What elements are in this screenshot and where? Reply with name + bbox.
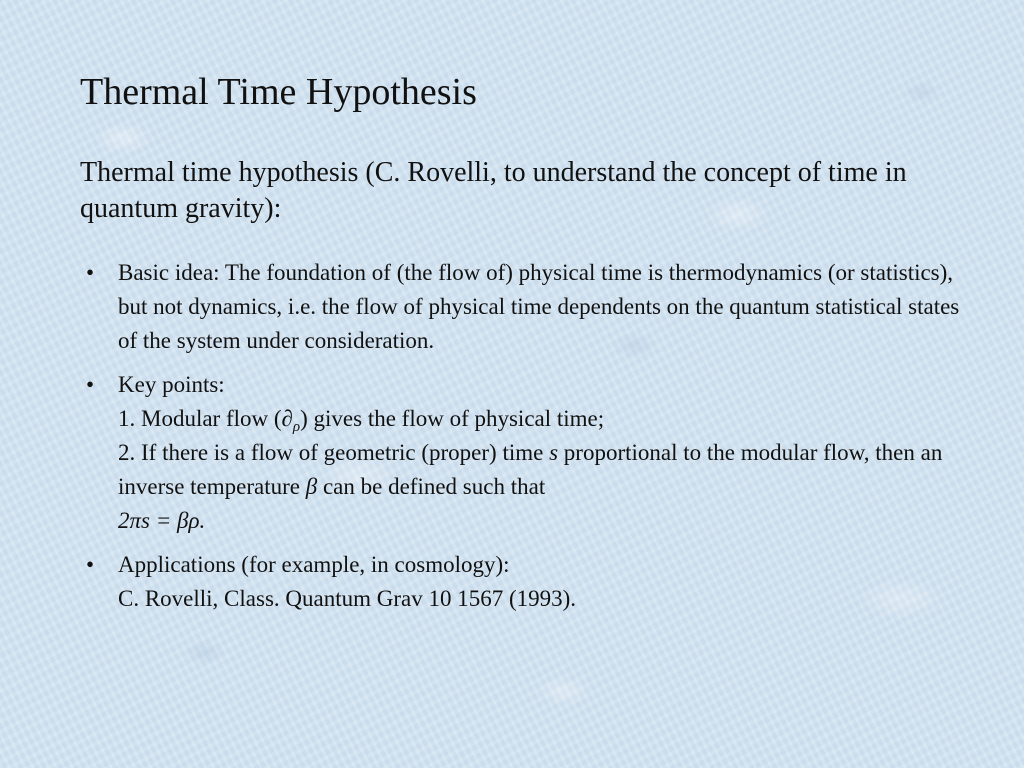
bullet-icon: • (86, 552, 95, 577)
equation-text: 2πs = βρ. (118, 508, 206, 533)
key-point-1-suffix: ) gives the flow of physical time; (300, 406, 605, 431)
key-point-2-prefix: 2. If there is a flow of geometric (proper) time (118, 440, 550, 465)
var-s: s (549, 440, 559, 465)
key-point-2-mid: proportional to the modular flow, then an inverse temperature (118, 440, 943, 499)
rho-subscript: ρ (292, 419, 301, 435)
bullet-heading: Key points: (118, 372, 225, 397)
bullet-applications (80, 548, 960, 616)
bullet-icon: • (86, 372, 95, 397)
key-point-2-suffix: can be defined such that (317, 474, 546, 499)
slide-title: Thermal Time Hypothesis (80, 71, 477, 113)
bullet-list (80, 256, 960, 626)
partial-symbol: ∂ (281, 406, 293, 431)
bullet-icon: • (86, 260, 95, 285)
equation (118, 504, 960, 538)
key-point-2 (118, 436, 960, 504)
key-point-1-prefix: 1. Modular flow ( (118, 406, 282, 431)
bullet-basic-idea (80, 256, 960, 358)
bullet-heading: Applications (for example, in cosmology): (118, 552, 510, 577)
intro-paragraph: Thermal time hypothesis (C. Rovelli, to understand the concept of time in quantum gravity): (80, 157, 907, 224)
key-point-1 (118, 402, 960, 436)
bullet-text: Basic idea: The foundation of (the flow of) physical time is thermodynamics (or statistics), but not dynamics, i.e. the flow of physical time dependents on the quantum statistical states of the system under consideration. (118, 260, 960, 353)
var-beta: β (305, 474, 318, 499)
bullet-key-points (80, 368, 960, 538)
reference-citation: C. Rovelli, Class. Quantum Grav 10 1567 (1993). (118, 586, 577, 611)
